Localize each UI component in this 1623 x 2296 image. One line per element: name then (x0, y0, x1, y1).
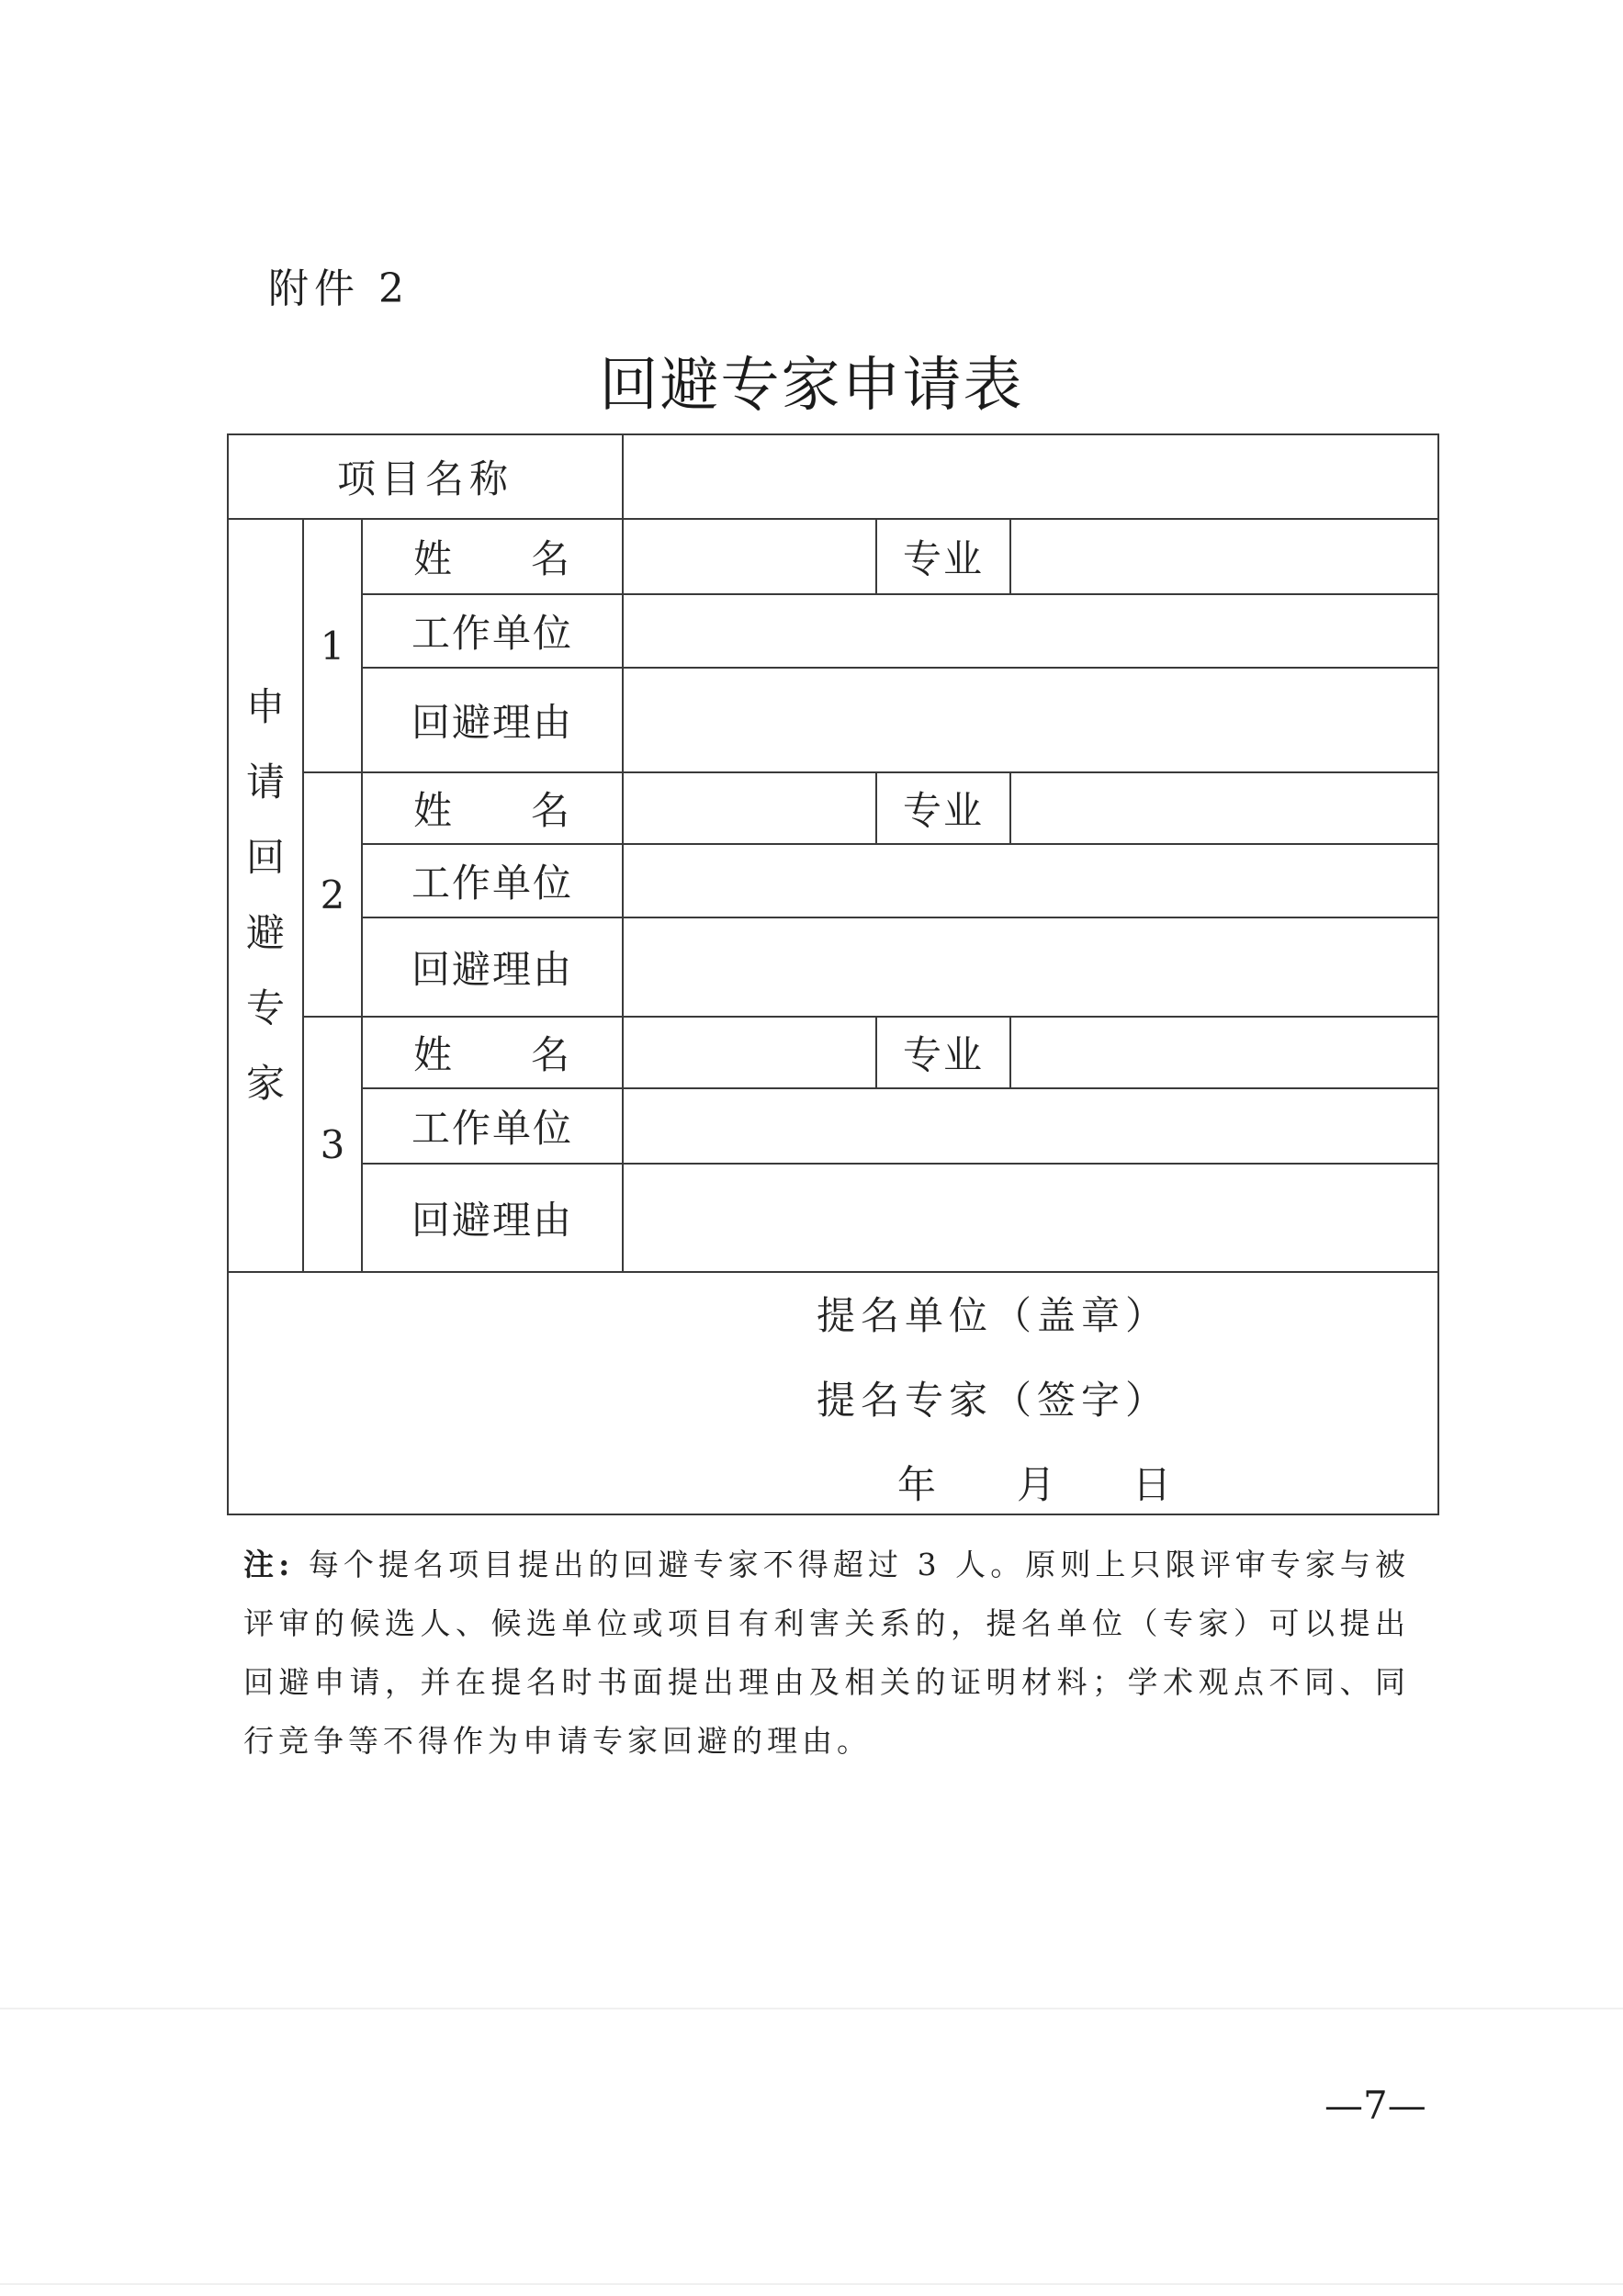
expert-name-field[interactable] (623, 1017, 876, 1088)
section-char: 请 (245, 760, 285, 805)
reason-label: 回避理由 (362, 1164, 623, 1272)
project-name-field[interactable] (623, 434, 1438, 519)
expert-index: 1 (303, 519, 362, 772)
project-name-label: 项目名称 (228, 434, 623, 519)
expert-work-unit-field[interactable] (623, 1088, 1438, 1164)
section-char: 回 (245, 835, 285, 880)
expert-index: 3 (303, 1017, 362, 1272)
reason-label: 回避理由 (362, 668, 623, 772)
date-day-label: 日 (1133, 1462, 1178, 1507)
expert-index: 2 (303, 772, 362, 1017)
major-label: 专业 (876, 772, 1010, 844)
major-label: 专业 (876, 1017, 1010, 1088)
application-form-table (227, 433, 1439, 1515)
expert-major-field[interactable] (1010, 1017, 1438, 1088)
expert-name-field[interactable] (623, 772, 876, 844)
work-unit-label: 工作单位 (362, 844, 623, 917)
work-unit-label: 工作单位 (362, 1088, 623, 1164)
date-month-label: 月 (1017, 1462, 1062, 1507)
divider (0, 2283, 1623, 2285)
signature-area[interactable] (228, 1272, 1438, 1514)
major-label: 专业 (876, 519, 1010, 594)
expert-work-unit-field[interactable] (623, 594, 1438, 668)
note-text: 每个提名项目提出的回避专家不得超过 3 人。原则上只限评审专家与被评审的候选人、候选单位或项目有利害关系的，提名单位（专家）可以提出回避申请，并在提名时书面提出理由及相关的证明材料；学术观点不同、同行竞争等不得作为申请专家回避的理由。 (243, 1547, 1410, 1759)
section-char: 家 (245, 1061, 285, 1106)
footnote (243, 1536, 1410, 1771)
page-number: —7— (1324, 2083, 1426, 2128)
attachment-label: 附件 2 (268, 265, 410, 312)
divider (0, 2008, 1623, 2009)
expert-major-field[interactable] (1010, 772, 1438, 844)
page-title: 回避专家申请表 (599, 352, 1024, 420)
section-char: 避 (245, 910, 285, 955)
expert-work-unit-field[interactable] (623, 844, 1438, 917)
date-year-label: 年 (897, 1462, 942, 1507)
expert-reason-field[interactable] (623, 668, 1438, 772)
reason-label: 回避理由 (362, 917, 623, 1017)
nominating-expert-signature: 提名专家（签字） (817, 1378, 1170, 1423)
section-char: 专 (245, 985, 285, 1030)
expert-major-field[interactable] (1010, 519, 1438, 594)
name-label: 姓 名 (362, 1017, 623, 1088)
expert-name-field[interactable] (623, 519, 876, 594)
name-label: 姓 名 (362, 519, 623, 594)
name-label: 姓 名 (362, 772, 623, 844)
section-char: 申 (245, 684, 285, 729)
nominating-unit-seal: 提名单位（盖章） (817, 1293, 1170, 1338)
section-label-apply-avoid-experts (228, 519, 303, 1272)
note-label: 注: (243, 1547, 295, 1582)
expert-reason-field[interactable] (623, 917, 1438, 1017)
expert-reason-field[interactable] (623, 1164, 1438, 1272)
work-unit-label: 工作单位 (362, 594, 623, 668)
